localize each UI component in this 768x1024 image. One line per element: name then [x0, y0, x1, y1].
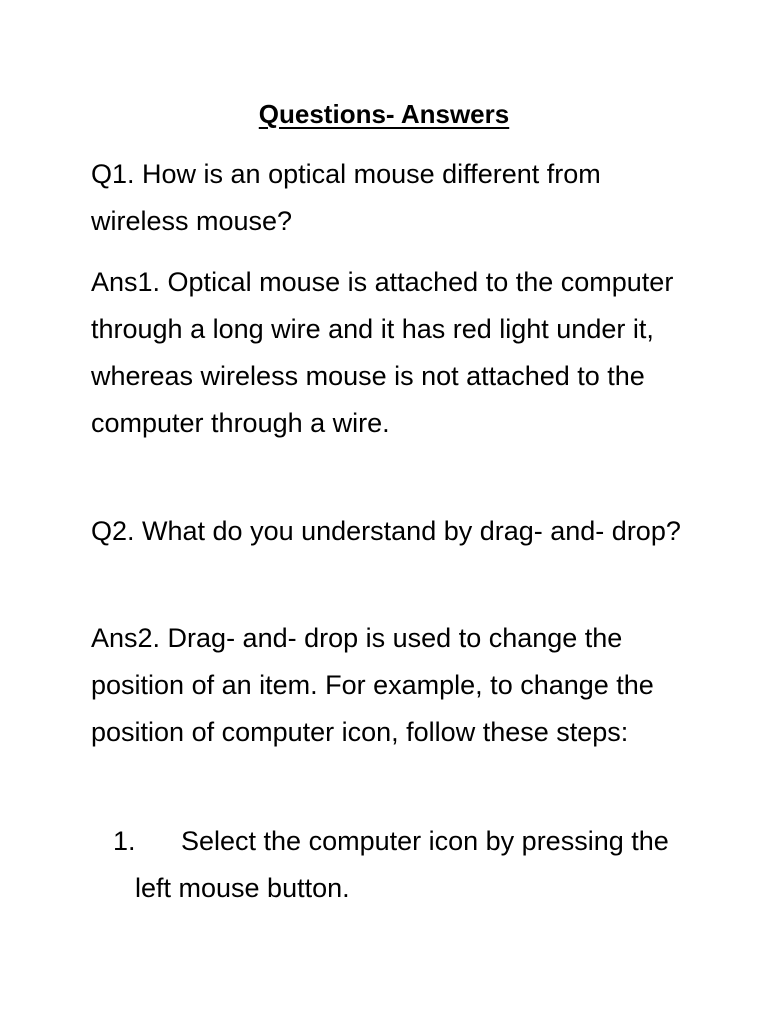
step-text: Select the computer icon by pressing the left mouse button. — [135, 826, 669, 903]
question-2: Q2. What do you understand by drag- and- drop? — [91, 516, 681, 546]
page-title-text: Questions- Answers — [258, 99, 510, 129]
step-number: 1. — [113, 826, 136, 856]
answer-2: Ans2. Drag- and- drop is used to change the position of an item. For example, to change the position of computer icon, follow these steps: — [91, 623, 654, 747]
step-list-item — [91, 818, 691, 912]
question-1: Q1. How is an optical mouse different from wireless mouse? — [91, 159, 601, 236]
page-title — [0, 96, 768, 132]
answer-1: Ans1. Optical mouse is attached to the computer through a long wire and it has red light under it, whereas wireless mouse is not attached to the computer through a wire. — [91, 267, 674, 438]
